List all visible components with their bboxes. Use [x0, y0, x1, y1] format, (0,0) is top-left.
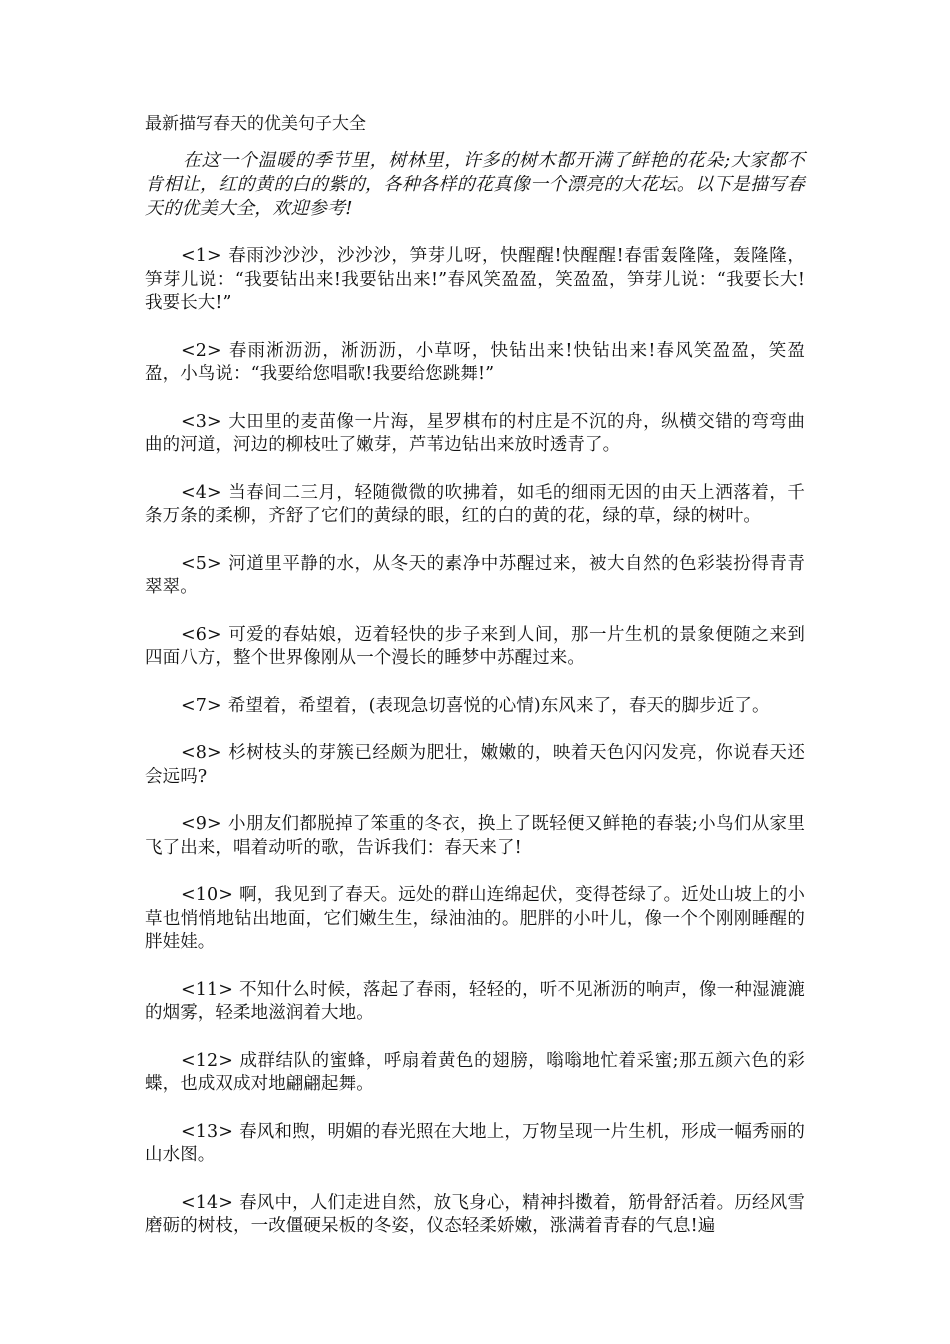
intro-paragraph: 在这一个温暖的季节里，树林里，许多的树木都开满了鲜艳的花朵;大家都不肯相让，红的黄的白的紫的，各种各样的花真像一个漂亮的大花坛。以下是描写春天的优美大全，欢迎参考!: [145, 150, 805, 219]
item-number: <10>: [181, 885, 233, 905]
item-text: 可爱的春姑娘，迈着轻快的步子来到人间，那一片生机的景象便随之来到四面八方，整个世界像刚从一个漫长的睡梦中苏醒过来。: [145, 624, 805, 668]
item-text: 啊，我见到了春天。远处的群山连绵起伏，变得苍绿了。近处山坡上的小草也悄悄地钻出地面，它们嫩生生，绿油油的。肥胖的小叶儿，像一个个刚刚睡醒的胖娃娃。: [145, 885, 805, 952]
item-text: 当春间二三月，轻随微微的吹拂着，如毛的细雨无因的由天上洒落着，千条万条的柔柳，齐舒了它们的黄绿的眼，红的白的黄的花，绿的草，绿的树叶。: [145, 482, 805, 526]
item-number: <7>: [181, 695, 222, 716]
document-title: 最新描写春天的优美句子大全: [145, 114, 366, 134]
document-page: [145, 112, 805, 1263]
item-text: 春风和煦，明媚的春光照在大地上，万物呈现一片生机，形成一幅秀丽的山水图。: [145, 1121, 805, 1165]
item-number: <1>: [181, 246, 222, 266]
item-text: 大田里的麦苗像一片海，星罗棋布的村庄是不沉的舟，纵横交错的弯弯曲曲的河道，河边的柳枝吐了嫩芽，芦苇边钻出来放时透青了。: [145, 411, 805, 455]
item-number: <8>: [181, 743, 222, 763]
item-number: <5>: [181, 553, 222, 574]
item-number: <14>: [181, 1192, 233, 1213]
item-text: 希望着，希望着，(表现急切喜悦的心情)东风来了，春天的脚步近了。: [227, 695, 770, 716]
item-number: <6>: [181, 624, 222, 645]
list-item: [145, 245, 805, 316]
item-text: 河道里平静的水，从冬天的素净中苏醒过来，被大自然的色彩装扮得青青翠翠。: [145, 553, 805, 597]
item-number: <9>: [181, 814, 222, 834]
list-item: [145, 695, 805, 719]
list-item: [145, 813, 805, 860]
list-item: [145, 1050, 805, 1097]
item-text: 春雨淅沥沥，淅沥沥，小草呀，快钻出来!快钻出来!春风笑盈盈，笑盈盈，小鸟说：“我要给您唱歌!我要给您跳舞!”: [145, 340, 805, 384]
item-text: 成群结队的蜜蜂，呼扇着黄色的翅膀，嗡嗡地忙着采蜜;那五颜六色的彩蝶，也成双成对地翩翩起舞。: [145, 1050, 805, 1094]
item-text: 春风中，人们走进自然，放飞身心，精神抖擞着，筋骨舒活着。历经风雪磨砺的树枝，一改僵硬呆板的冬姿，仪态轻柔娇嫩，涨满着青春的气息!遍: [145, 1192, 805, 1236]
item-number: <3>: [181, 411, 222, 432]
list-item: [145, 340, 805, 387]
list-item: [145, 624, 805, 671]
list-item: [145, 979, 805, 1026]
list-item: [145, 482, 805, 529]
item-number: <2>: [181, 340, 222, 361]
item-text: 杉树枝头的芽簇已经颇为肥壮，嫩嫩的，映着天色闪闪发亮，你说春天还会远吗?: [145, 743, 805, 787]
item-number: <4>: [181, 482, 222, 503]
item-text: 不知什么时候，落起了春雨，轻轻的，听不见淅沥的响声，像一种湿漉漉的烟雾，轻柔地滋润着大地。: [145, 979, 805, 1023]
item-text: 春雨沙沙沙，沙沙沙，笋芽儿呀，快醒醒!快醒醒!春雷轰隆隆，轰隆隆，笋芽儿说：“我要钻出来!我要钻出来!”春风笑盈盈，笑盈盈，笋芽儿说：“我要长大!我要长大!”: [145, 246, 805, 313]
item-number: <11>: [181, 979, 233, 1000]
item-number: <12>: [181, 1050, 233, 1071]
list-item: [145, 411, 805, 458]
list-item: [145, 1121, 805, 1168]
list-item: [145, 553, 805, 600]
list-item: [145, 1192, 805, 1239]
list-item: [145, 742, 805, 789]
item-text: 小朋友们都脱掉了笨重的冬衣，换上了既轻便又鲜艳的春装;小鸟们从家里飞了出来，唱着动听的歌，告诉我们：春天来了!: [145, 814, 805, 858]
item-number: <13>: [181, 1121, 233, 1142]
list-item: [145, 884, 805, 955]
